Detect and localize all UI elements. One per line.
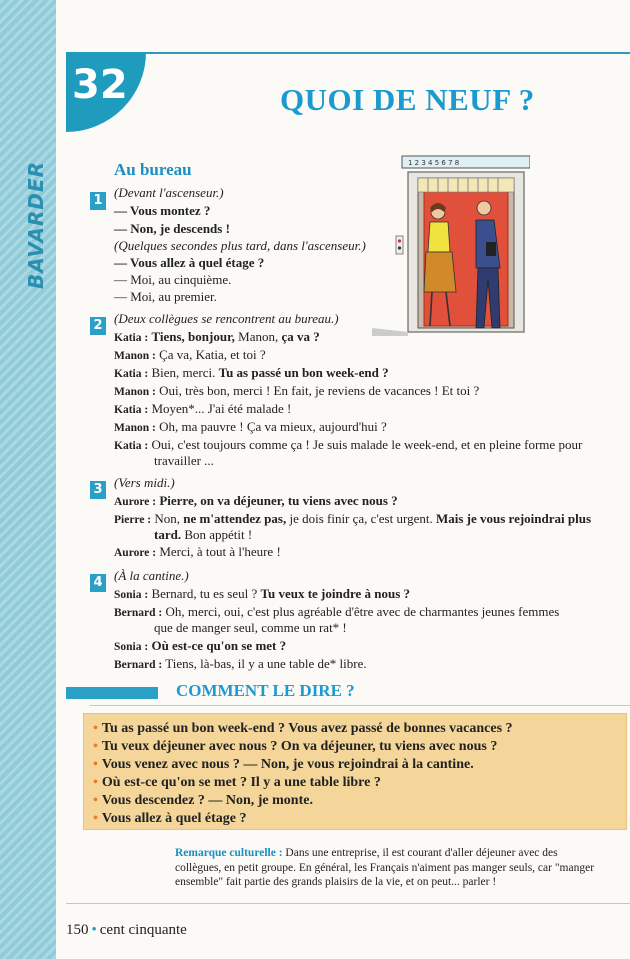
floor-indicator: 1 2 3 4 5 6 7 8 xyxy=(408,159,460,167)
dialogue-line: Sonia : Bernard, tu es seul ? Tu veux te joindre à nous ? xyxy=(114,586,411,601)
dialogue-number-4: 4 xyxy=(90,574,106,592)
dialogue-line: Katia : Oui, c'est toujours comme ça ! Je suis malade le week-end, et en pleine forme pour xyxy=(114,437,583,452)
remark-label: Remarque culturelle : xyxy=(175,847,283,859)
dialogue-line: tard. Bon appétit ! xyxy=(154,527,253,542)
comment-title: COMMENT LE DIRE ? xyxy=(176,681,355,700)
dialogue-line: — Vous allez à quel étage ? xyxy=(114,255,265,270)
dialogue-line: Manon : Ça va, Katia, et toi ? xyxy=(114,347,266,362)
stage-direction: (Vers midi.) xyxy=(114,475,175,490)
dialogue-number-1: 1 xyxy=(90,192,106,210)
page-number: 150 xyxy=(66,922,89,938)
expression-item: • Tu as passé un bon week-end ? Vous avez passé de bonnes vacances ? xyxy=(93,721,513,736)
expression-item: • Vous descendez ? — Non, je monte. xyxy=(93,793,313,808)
dialogue-line: Bernard : Oh, merci, oui, c'est plus agréable d'être avec de charmantes jeunes femmes xyxy=(114,604,560,619)
stage-direction: (Deux collègues se rencontrent au bureau.) xyxy=(114,311,339,326)
expression-item: • Vous allez à quel étage ? xyxy=(93,811,247,826)
dialogue-line: Manon : Oui, très bon, merci ! En fait, je reviens de vacances ! Et toi ? xyxy=(114,383,480,398)
stage-direction: (À la cantine.) xyxy=(114,568,189,583)
dialogue-line: Bernard : Tiens, là-bas, il y a une table de* libre. xyxy=(114,656,367,671)
dialogue-line: — Moi, au cinquième. xyxy=(114,272,232,287)
stage-direction: (Devant l'ascenseur.) xyxy=(114,185,224,200)
section-title: Au bureau xyxy=(114,160,192,179)
expression-item: • Tu veux déjeuner avec nous ? On va déjeuner, tu viens avec nous ? xyxy=(93,739,498,754)
stage-direction: (Quelques secondes plus tard, dans l'ascenseur.) xyxy=(114,238,366,253)
dialogue-line: Katia : Bien, merci. Tu as passé un bon week-end ? xyxy=(114,365,389,380)
page-number-words: cent cinquante xyxy=(99,922,187,938)
sidebar-band xyxy=(0,0,56,959)
elevator-illustration xyxy=(372,150,530,336)
dialogue-number-3: 3 xyxy=(90,481,106,499)
divider xyxy=(66,903,630,904)
dialogue-line: Katia : Tiens, bonjour, Manon, ça va ? xyxy=(114,329,320,344)
dialogue-line: Sonia : Où est-ce qu'on se met ? xyxy=(114,638,287,653)
dialogue-line: Pierre : Non, ne m'attendez pas, je dois finir ça, c'est urgent. Mais je vous rejoindrai plus xyxy=(114,511,592,526)
cultural-remark: Remarque culturelle : Dans une entreprise, il est courant d'aller déjeuner avec des collègues, en petit groupe. En général, les Français n'aiment pas manger seuls, car "manger ensemble" fait partie des grands plaisirs de la vie, et on peut... parler ! xyxy=(175,847,595,888)
section-accent-bar xyxy=(66,687,158,699)
lesson-number: 32 xyxy=(72,62,128,108)
expression-item: • Où est-ce qu'on se met ? Il y a une table libre ? xyxy=(93,775,381,790)
page-title: QUOI DE NEUF ? xyxy=(280,82,535,117)
dialogue-line: — Vous montez ? xyxy=(114,203,211,218)
dialogue-line: travailler ... xyxy=(154,453,214,468)
dialogue-line: Aurore : Merci, à tout à l'heure ! xyxy=(114,544,281,559)
dialogue-line: Katia : Moyen*... J'ai été malade ! xyxy=(114,401,292,416)
page-top-rule xyxy=(66,52,630,54)
dialogue-line: Manon : Oh, ma pauvre ! Ça va mieux, aujourd'hui ? xyxy=(114,419,387,434)
dialogue-line: — Moi, au premier. xyxy=(114,289,217,304)
expression-item: • Vous venez avec nous ? — Non, je vous rejoindrai à la cantine. xyxy=(93,757,474,772)
sidebar-label: BAVARDER xyxy=(24,160,48,290)
page-footer: 150 • cent cinquante xyxy=(66,922,187,938)
divider xyxy=(90,705,630,706)
dialogue-line: — Non, je descends ! xyxy=(114,221,230,236)
dialogue-line: que de manger seul, comme un rat* ! xyxy=(154,620,347,635)
dialogue-number-2: 2 xyxy=(90,317,106,335)
dialogue-line: Aurore : Pierre, on va déjeuner, tu viens avec nous ? xyxy=(114,493,398,508)
